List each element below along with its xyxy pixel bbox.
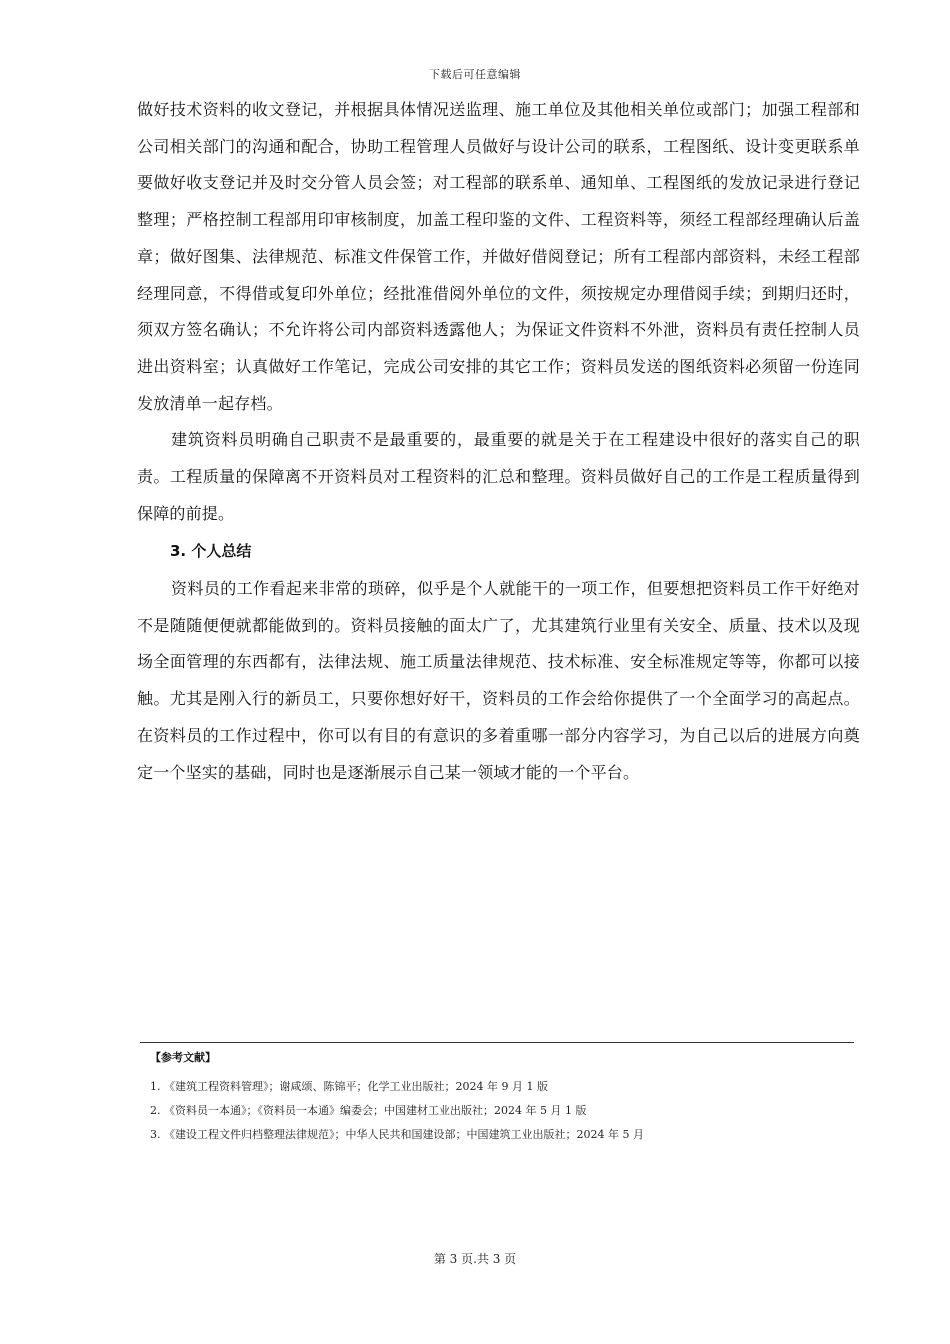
section-heading: 3. 个人总结 [170, 542, 252, 560]
page-footer: 第 3 页.共 3 页 [433, 1252, 517, 1266]
paragraph-responsibilities: 做好技术资料的收文登记，并根据具体情况送监理、施工单位及其他相关单位或部门；加强工程部和公司相关部门的沟通和配合，协助工程管理人员做好与设计公司的联系，工程图纸、设计变更联系单要做好收支登记并及时交分管人员会签；对工程部的联系单、通知单、工程图纸的发放记录进行登记整理；严格控制工程部用印审核制度，加盖工程印鉴的文件、工程资料等，须经工程部经理确认后盖章；做好图集、法律规范、标准文件保管工作，并做好借阅登记；所有工程部内部资料，未经工程部经理同意，不得借或复印外单位；经批准借阅外单位的文件，须按规定办理借阅手续；到期归还时，须双方签名确认；不允许将公司内部资料透露他人；为保证文件资料不外泄，资料员有责任控制人员进出资料室；认真做好工作笔记，完成公司安排的其它工作；资料员发送的图纸资料必须留一份连同发放清单一起存档。 [137, 100, 860, 413]
references-divider [140, 1042, 854, 1043]
paragraph-importance: 建筑资料员明确自己职责不是最重要的，最重要的就是关于在工程建设中很好的落实自己的职责。工程质量的保障离不开资料员对工程资料的汇总和整理。资料员做好自己的工作是工程质量得到保障的前提。 [137, 430, 860, 523]
section-body [137, 571, 860, 791]
reference-item: 3. 《建设工程文件归档整理法律规范》；中华人民共和国建设部；中国建筑工业出版社；2024 年 5 月 [150, 1128, 644, 1141]
reference-item: 1. 《建筑工程资料管理》；谢咸颂、陈锦平；化学工业出版社；2024 年 9 月 1 版 [150, 1080, 548, 1093]
references-list [150, 1080, 850, 1152]
references-title: 【参考文献】 [150, 1051, 216, 1064]
body-text [137, 92, 860, 532]
page-header: 下载后可任意编辑 [429, 68, 521, 81]
paragraph-summary: 资料员的工作看起来非常的琐碎，似乎是个人就能干的一项工作，但要想把资料员工作干好绝对不是随随便便就都能做到的。资料员接触的面太广了，尤其建筑行业里有关安全、质量、技术以及现场全面管理的东西都有，法律法规、施工质量法律规范、技术标准、安全标准规定等等，你都可以接触。尤其是刚入行的新员工，只要你想好好干，资料员的工作会给你提供了一个全面学习的高起点。在资料员的工作过程中，你可以有目的有意识的多着重哪一部分内容学习，为自己以后的进展方向奠定一个坚实的基础，同时也是逐渐展示自己某一领域才能的一个平台。 [137, 579, 860, 782]
reference-item: 2. 《资料员一本通》；《资料员一本通》编委会；中国建材工业出版社；2024 年 5 月 1 版 [150, 1104, 587, 1117]
